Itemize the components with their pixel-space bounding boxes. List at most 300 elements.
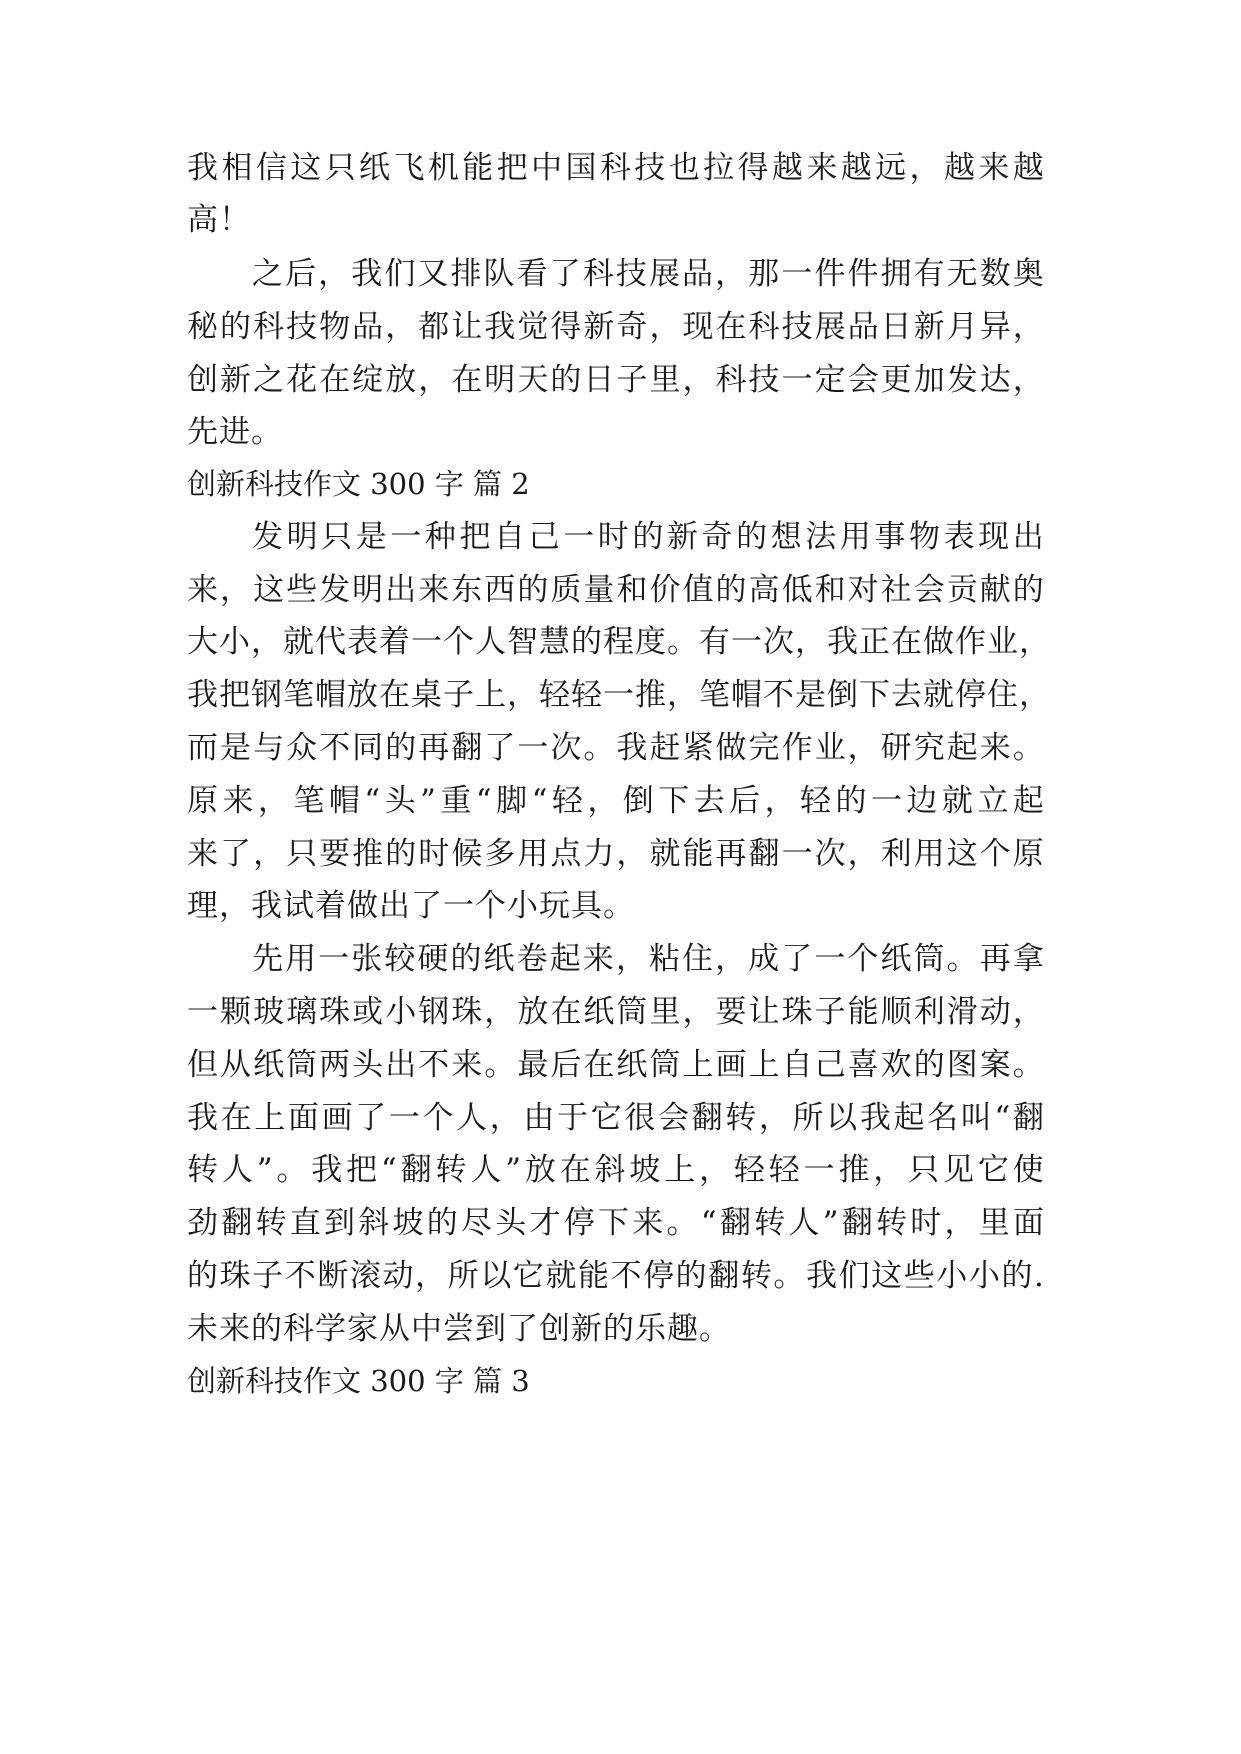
glyph: 低	[781, 572, 814, 608]
glyph: 用	[517, 836, 550, 872]
text-line	[187, 622, 1051, 662]
glyph: 把	[496, 150, 529, 186]
glyph: 翻	[691, 1100, 724, 1136]
glyph: 很	[624, 1100, 657, 1136]
glyph: 自	[781, 1047, 814, 1083]
text-line	[187, 992, 1045, 1032]
glyph: ，	[667, 677, 699, 713]
glyph: 个	[847, 941, 880, 977]
glyph: 用	[285, 941, 318, 977]
glyph: 在	[559, 1152, 592, 1188]
glyph: 绽	[352, 362, 385, 398]
glyph: 的	[675, 1258, 708, 1294]
glyph: 只	[286, 836, 319, 872]
glyph: 滑	[946, 994, 979, 1030]
glyph: 使	[1012, 1152, 1045, 1188]
text-line	[187, 675, 1051, 715]
glyph: 的	[715, 572, 748, 608]
glyph: 秘	[187, 309, 219, 345]
glyph: 。	[1012, 1047, 1045, 1083]
glyph: 技	[634, 150, 667, 186]
text-line: 未来的科学家从中尝到了创新的乐趣。	[187, 1311, 731, 1347]
glyph: 是	[795, 677, 827, 713]
glyph: 不	[284, 1258, 317, 1294]
glyph: ，	[1019, 677, 1051, 713]
glyph: 再	[715, 836, 748, 872]
glyph: 能	[577, 1258, 610, 1294]
glyph: 住	[682, 941, 715, 977]
glyph: 钢	[418, 994, 451, 1030]
glyph: 这	[871, 1258, 904, 1294]
glyph: 科	[715, 362, 748, 398]
glyph: 得	[737, 150, 770, 186]
glyph: 加	[913, 362, 946, 398]
glyph: 纸	[880, 941, 913, 977]
glyph: 起	[1012, 783, 1045, 819]
glyph: 下	[859, 677, 891, 713]
glyph: 之	[253, 362, 286, 398]
glyph: 贡	[946, 572, 979, 608]
glyph: 停	[563, 1205, 596, 1241]
glyph: 或	[352, 994, 385, 1030]
glyph: 起	[549, 941, 582, 977]
glyph: 我	[351, 256, 384, 292]
glyph: 翻	[841, 1205, 874, 1241]
glyph: 都	[418, 309, 451, 345]
text-line	[187, 834, 1045, 874]
glyph: 人	[470, 1152, 503, 1188]
glyph: 斜	[594, 1152, 627, 1188]
glyph: 月	[946, 309, 979, 345]
glyph: 再	[979, 941, 1012, 977]
glyph: 来	[418, 572, 451, 608]
text-line	[187, 148, 1045, 188]
glyph: 到	[324, 1205, 356, 1241]
glyph: 排	[450, 256, 483, 292]
glyph: ，	[489, 1100, 522, 1136]
glyph: 子	[252, 1258, 285, 1294]
glyph: 推	[838, 1152, 871, 1188]
glyph: ，	[682, 362, 715, 398]
glyph: 边	[906, 783, 939, 819]
glyph: 价	[649, 572, 682, 608]
text-line	[187, 1098, 1045, 1138]
glyph: 纸	[359, 150, 392, 186]
glyph: 业	[987, 624, 1019, 660]
glyph: 用	[839, 519, 872, 555]
glyph: 一	[870, 783, 903, 819]
glyph: 成	[748, 941, 781, 977]
glyph: 而	[187, 730, 219, 766]
glyph: 所	[447, 1258, 480, 1294]
glyph: 新	[913, 309, 946, 345]
glyph: 筒	[649, 1047, 682, 1083]
glyph: 对	[847, 572, 880, 608]
glyph: 越	[1012, 150, 1045, 186]
glyph: 不	[418, 1047, 451, 1083]
glyph: 越	[943, 150, 976, 186]
glyph: 人	[221, 1152, 254, 1188]
glyph: 动	[382, 1258, 415, 1294]
text-line: 理，我试着做出了一个小玩具。	[187, 888, 635, 924]
glyph: 度	[635, 624, 667, 660]
glyph: 现	[978, 519, 1011, 555]
glyph: ，	[1012, 994, 1045, 1030]
glyph: 表	[347, 624, 379, 660]
glyph: 品	[352, 309, 385, 345]
glyph: 。	[946, 941, 979, 977]
glyph: 一	[390, 519, 423, 555]
glyph: 后	[285, 256, 318, 292]
glyph: 也	[668, 150, 701, 186]
glyph: ，	[587, 783, 620, 819]
glyph: 纸	[253, 1047, 286, 1083]
glyph: 日	[583, 362, 616, 398]
glyph: 会	[913, 572, 946, 608]
glyph: 时	[597, 519, 630, 555]
glyph: 力	[583, 836, 616, 872]
glyph: 轻	[539, 677, 571, 713]
glyph: 机	[427, 150, 460, 186]
glyph: 下	[598, 1205, 630, 1241]
glyph: 展	[648, 256, 681, 292]
glyph: 子	[616, 362, 649, 398]
glyph: 转	[725, 1100, 758, 1136]
paragraph-first-line	[252, 254, 1045, 294]
glyph: 作	[955, 624, 987, 660]
glyph: 名	[927, 1100, 960, 1136]
glyph: 同	[352, 730, 385, 766]
glyph: 才	[529, 1205, 562, 1241]
glyph: ，	[616, 836, 649, 872]
glyph: 动	[979, 994, 1012, 1030]
text-line	[187, 1150, 1045, 1190]
glyph: 技	[748, 362, 781, 398]
glyph: 表	[943, 519, 976, 555]
glyph: 卷	[516, 941, 549, 977]
glyph: 上	[475, 677, 507, 713]
paragraph-first-line	[252, 939, 1045, 979]
glyph: ”	[420, 783, 437, 819]
glyph: 利	[913, 994, 946, 1030]
glyph: 又	[417, 256, 450, 292]
glyph: 断	[317, 1258, 350, 1294]
glyph: ，	[909, 150, 942, 186]
glyph: 拿	[1012, 941, 1045, 977]
text-line: 先进。	[187, 414, 283, 450]
text-line	[187, 1045, 1045, 1085]
glyph: 赶	[649, 730, 682, 766]
text-line	[187, 781, 1045, 821]
glyph: 究	[913, 730, 946, 766]
glyph: 轻	[551, 783, 584, 819]
glyph: 之	[252, 256, 284, 292]
glyph: 只	[324, 150, 357, 186]
glyph: 不	[319, 730, 352, 766]
glyph: 我	[616, 730, 649, 766]
glyph: 一	[781, 256, 814, 292]
glyph: 智	[507, 624, 539, 660]
glyph: 次	[763, 624, 795, 660]
glyph: 两	[319, 1047, 352, 1083]
glyph: 了	[781, 941, 814, 977]
glyph: 飞	[393, 150, 426, 186]
glyph: 就	[649, 836, 682, 872]
glyph: 点	[550, 836, 583, 872]
glyph: 翻	[221, 1205, 254, 1241]
glyph: 的	[550, 362, 583, 398]
glyph: 翻	[708, 1258, 741, 1294]
glyph: 面	[1012, 1205, 1045, 1241]
glyph: 奇	[616, 309, 649, 345]
glyph: 在	[583, 1047, 616, 1083]
glyph: 国	[565, 150, 598, 186]
glyph: ”	[505, 1152, 523, 1188]
glyph: 一	[318, 941, 351, 977]
glyph: 桌	[411, 677, 443, 713]
glyph: 所	[792, 1100, 825, 1136]
glyph: 会	[847, 362, 880, 398]
glyph: 筒	[616, 994, 649, 1030]
glyph: 相	[221, 150, 254, 186]
glyph: 做	[715, 730, 748, 766]
glyph: 己	[814, 1047, 847, 1083]
glyph: 颗	[220, 994, 253, 1030]
glyph: “	[700, 1205, 718, 1241]
paragraph-first-line	[252, 517, 1045, 557]
glyph: 翻	[719, 1205, 752, 1241]
glyph: 们	[838, 1258, 871, 1294]
glyph: 是	[355, 519, 388, 555]
glyph: 转	[875, 1205, 908, 1241]
glyph: 新	[666, 519, 699, 555]
glyph: 来	[979, 730, 1012, 766]
glyph: 只	[908, 1152, 941, 1188]
glyph: 自	[494, 519, 527, 555]
glyph: 但	[187, 1047, 219, 1083]
glyph: 值	[682, 572, 715, 608]
glyph: 珠	[219, 1258, 252, 1294]
glyph: 明	[286, 519, 319, 555]
glyph: 用	[913, 836, 946, 872]
glyph: ，	[1012, 309, 1045, 345]
glyph: 法	[805, 519, 838, 555]
glyph: 在	[319, 362, 352, 398]
glyph: 放	[517, 994, 550, 1030]
glyph: 璃	[286, 994, 319, 1030]
glyph: 在	[379, 677, 411, 713]
glyph: 得	[550, 309, 583, 345]
glyph: 这	[946, 836, 979, 872]
glyph: 纸	[616, 1047, 649, 1083]
glyph: 倒	[827, 677, 859, 713]
glyph: 张	[351, 941, 384, 977]
glyph: 小	[936, 1258, 969, 1294]
text-line	[187, 360, 1045, 400]
glyph: 帽	[328, 783, 361, 819]
glyph: 停	[955, 677, 987, 713]
glyph: 珠	[781, 994, 814, 1030]
glyph: 轻	[768, 1152, 801, 1188]
glyph: 的	[1012, 572, 1045, 608]
glyph: 坡	[629, 1152, 662, 1188]
glyph: 看	[516, 256, 549, 292]
glyph: 己	[528, 519, 561, 555]
glyph: 放	[385, 362, 418, 398]
glyph: 后	[550, 1047, 583, 1083]
glyph: 品	[847, 309, 880, 345]
glyph: 。	[276, 1152, 309, 1188]
glyph: 在	[451, 362, 484, 398]
glyph: 上	[748, 1047, 781, 1083]
section-heading: 创新科技作文 300 字 篇 3	[187, 1364, 530, 1398]
glyph: 创	[187, 362, 219, 398]
glyph: 众	[286, 730, 319, 766]
glyph: 轻	[733, 1152, 766, 1188]
glyph: 越	[840, 150, 873, 186]
glyph: 叫	[960, 1100, 993, 1136]
glyph: 科	[253, 309, 286, 345]
glyph: ，	[847, 836, 880, 872]
glyph: 献	[979, 572, 1012, 608]
glyph: 放	[347, 677, 379, 713]
glyph: 研	[880, 730, 913, 766]
glyph: 们	[384, 256, 417, 292]
glyph: 帽	[731, 677, 763, 713]
glyph: 以	[480, 1258, 513, 1294]
glyph: 一	[517, 730, 550, 766]
glyph: 珠	[451, 994, 484, 1030]
glyph: 次	[550, 730, 583, 766]
glyph: 一	[411, 624, 443, 660]
glyph: 技	[286, 309, 319, 345]
glyph: 来	[632, 1205, 665, 1241]
glyph: 人	[788, 1205, 821, 1241]
glyph: 立	[977, 783, 1010, 819]
glyph: 与	[253, 730, 286, 766]
glyph: 达	[979, 362, 1012, 398]
glyph: 了	[484, 730, 517, 766]
glyph: ，	[699, 1152, 732, 1188]
glyph: 斜	[358, 1205, 391, 1241]
glyph: 新	[583, 309, 616, 345]
glyph: ，	[257, 783, 290, 819]
glyph: 社	[880, 572, 913, 608]
glyph: 想	[770, 519, 803, 555]
glyph: ，	[847, 730, 880, 766]
glyph: 笔	[699, 677, 731, 713]
glyph: ，	[1019, 624, 1051, 660]
glyph: 上	[664, 1152, 697, 1188]
glyph: 住	[987, 677, 1019, 713]
glyph: 欢	[880, 1047, 913, 1083]
glyph: 较	[384, 941, 417, 977]
glyph: 轻	[571, 677, 603, 713]
glyph: “	[380, 1152, 398, 1188]
glyph: 来	[806, 150, 839, 186]
glyph: “	[364, 783, 382, 819]
glyph: 件	[814, 256, 847, 292]
glyph: 时	[910, 1205, 943, 1241]
glyph: 品	[682, 256, 715, 292]
glyph: 里	[978, 1205, 1011, 1241]
glyph: 翻	[748, 836, 781, 872]
glyph: 顺	[880, 994, 913, 1030]
glyph: 的	[517, 572, 550, 608]
glyph: 我	[859, 1100, 892, 1136]
glyph: 子	[814, 994, 847, 1030]
glyph: 面	[287, 1100, 320, 1136]
glyph: 小	[219, 624, 251, 660]
glyph: 钢	[251, 677, 283, 713]
glyph: 去	[891, 677, 923, 713]
glyph: 这	[253, 572, 286, 608]
glyph: 和	[616, 572, 649, 608]
glyph: 。	[484, 1047, 517, 1083]
glyph: 和	[814, 572, 847, 608]
glyph: 上	[682, 1047, 715, 1083]
text-line: 高！	[187, 202, 251, 238]
glyph: 头	[352, 1047, 385, 1083]
glyph: 的	[187, 1258, 219, 1294]
glyph: 种	[424, 519, 457, 555]
glyph: 会	[657, 1100, 690, 1136]
glyph: 最	[517, 1047, 550, 1083]
glyph: 出	[1012, 519, 1045, 555]
glyph: 的	[835, 783, 868, 819]
glyph: ，	[385, 309, 418, 345]
glyph: 里	[649, 994, 682, 1030]
glyph: 的	[450, 941, 483, 977]
glyph: 让	[451, 309, 484, 345]
glyph: 量	[583, 572, 616, 608]
glyph: 技	[781, 309, 814, 345]
glyph: 原	[1012, 836, 1045, 872]
glyph: 。	[666, 1205, 699, 1241]
glyph: 的	[632, 519, 665, 555]
glyph: 尽	[461, 1205, 493, 1241]
glyph: 倒	[622, 783, 655, 819]
glyph: 我	[187, 150, 219, 186]
glyph: 更	[880, 362, 913, 398]
glyph: 远	[875, 150, 908, 186]
glyph: 纸	[483, 941, 516, 977]
glyph: 就	[545, 1258, 578, 1294]
glyph: 业	[814, 730, 847, 766]
glyph: 一	[781, 836, 814, 872]
glyph: 放	[524, 1152, 557, 1188]
glyph: 觉	[517, 309, 550, 345]
glyph: 在	[715, 309, 748, 345]
glyph: 能	[847, 994, 880, 1030]
glyph: ，	[715, 256, 748, 292]
glyph: 一	[388, 1100, 421, 1136]
glyph: 见	[942, 1152, 975, 1188]
glyph: ，	[649, 309, 682, 345]
glyph: 有	[699, 624, 731, 660]
glyph: 不	[763, 677, 795, 713]
glyph: 头	[384, 783, 417, 819]
glyph: ，	[764, 783, 797, 819]
glyph: 展	[814, 309, 847, 345]
glyph: ，	[682, 994, 715, 1030]
glyph: 画	[321, 1100, 354, 1136]
glyph: 来	[222, 783, 255, 819]
glyph: 图	[946, 1047, 979, 1083]
glyph: ，	[507, 677, 539, 713]
glyph: 它	[977, 1152, 1010, 1188]
glyph: 做	[923, 624, 955, 660]
